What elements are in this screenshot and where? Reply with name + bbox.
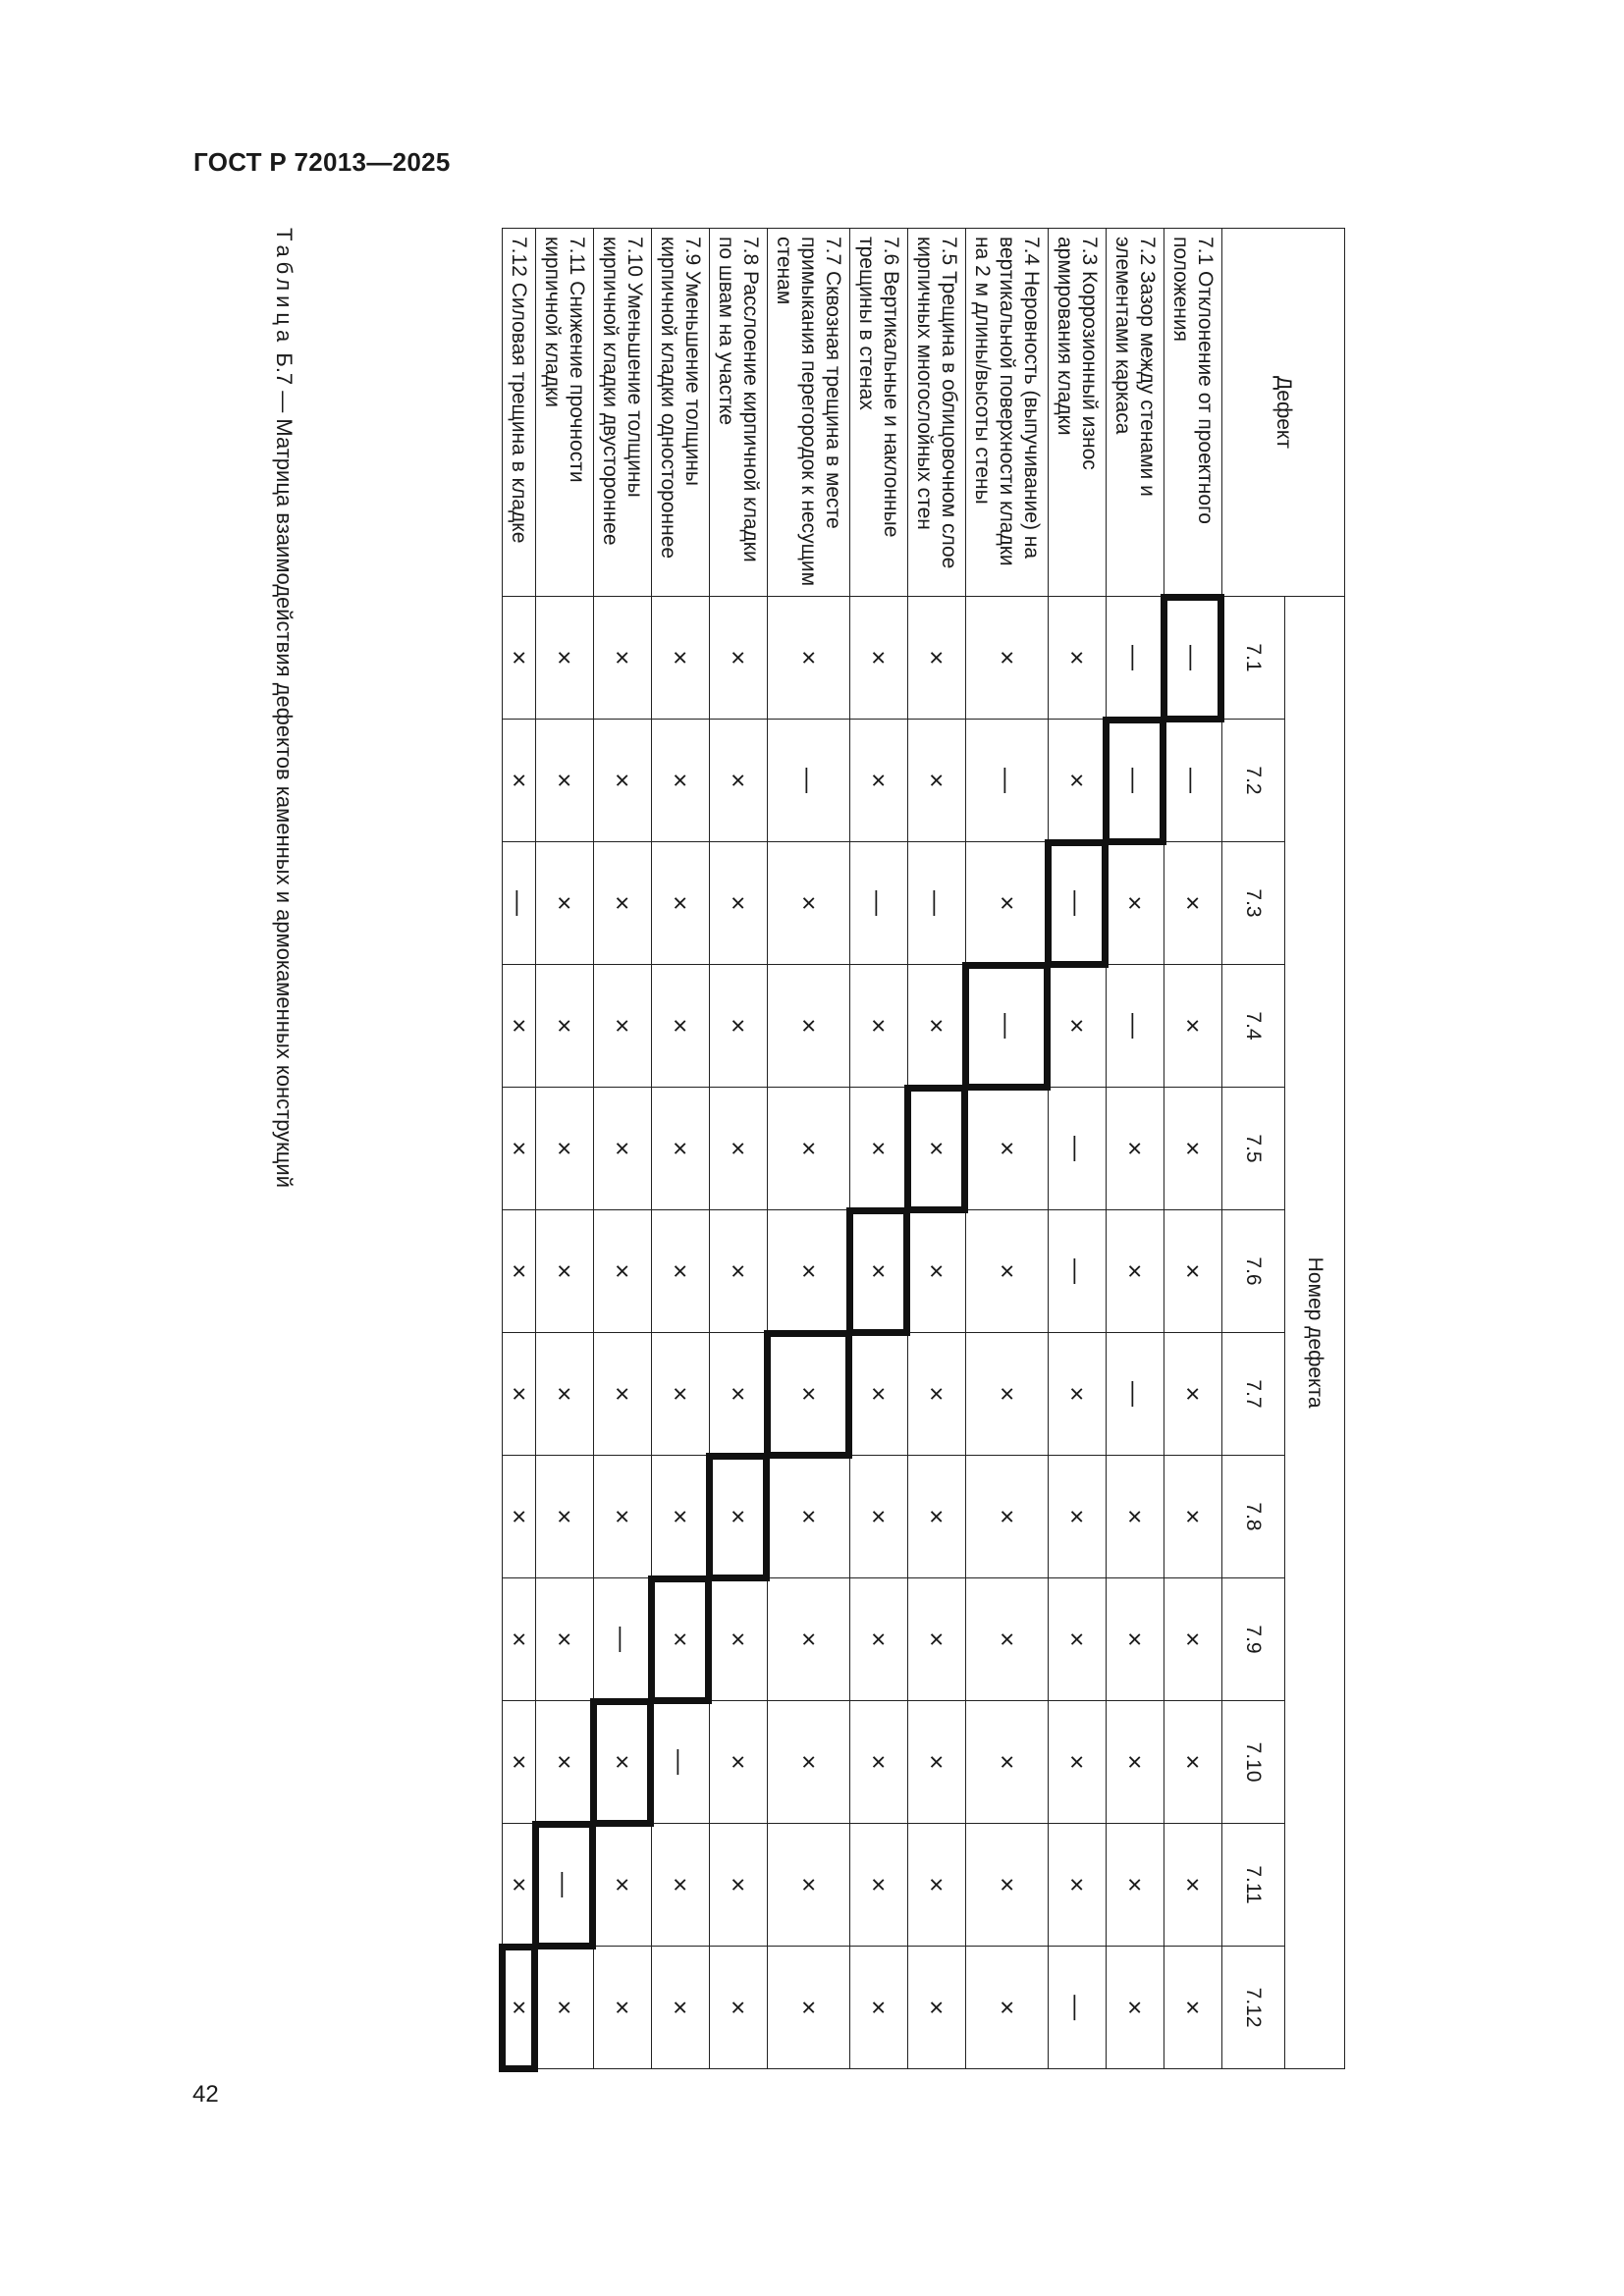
defect-interaction-matrix <box>502 228 1345 2069</box>
matrix-cell: × <box>1164 1088 1222 1210</box>
diagonal-cell: × <box>850 1210 908 1333</box>
row-label: 7.2 Зазор между стенами и элементами каркаса <box>1107 229 1164 597</box>
matrix-cell: × <box>966 597 1049 720</box>
diagonal-cell: × <box>908 1088 966 1210</box>
table-row <box>594 229 652 2069</box>
table-row <box>908 229 966 2069</box>
matrix-cell: × <box>1164 1824 1222 1947</box>
matrix-cell: × <box>1107 1824 1164 1947</box>
table-row <box>710 229 768 2069</box>
matrix-cell: × <box>850 1333 908 1456</box>
matrix-cell: × <box>768 1701 850 1824</box>
matrix-cell: × <box>908 1456 966 1578</box>
column-header: 7.3 <box>1222 842 1285 965</box>
matrix-cell: × <box>594 1456 652 1578</box>
matrix-cell: × <box>710 965 768 1088</box>
matrix-cell: × <box>536 965 594 1088</box>
matrix-cell: × <box>966 1578 1049 1701</box>
matrix-cell: × <box>536 1578 594 1701</box>
matrix-cell: × <box>536 720 594 842</box>
column-header: 7.6 <box>1222 1210 1285 1333</box>
diagonal-cell: — <box>966 965 1049 1088</box>
matrix-cell: × <box>966 1333 1049 1456</box>
matrix-cell: × <box>1049 1824 1107 1947</box>
matrix-cell: × <box>652 1947 710 2069</box>
matrix-cell: × <box>850 1088 908 1210</box>
column-header: 7.7 <box>1222 1333 1285 1456</box>
row-label: 7.8 Расслоение кирпичной кладки по швам на участке <box>710 229 768 597</box>
matrix-cell: × <box>503 1578 536 1701</box>
matrix-cell: × <box>966 1210 1049 1333</box>
matrix-cell: × <box>503 965 536 1088</box>
matrix-cell: × <box>594 965 652 1088</box>
table-row <box>1107 229 1164 2069</box>
matrix-cell: × <box>652 842 710 965</box>
matrix-cell: × <box>768 1456 850 1578</box>
matrix-cell: — <box>768 720 850 842</box>
matrix-cell: × <box>652 1210 710 1333</box>
matrix-body <box>503 229 1222 2069</box>
matrix-cell: × <box>710 1088 768 1210</box>
caption-text: Б.7 — Матрица взаимодействия дефектов каменных и армокаменных конструкций <box>272 347 297 1188</box>
matrix-cell: × <box>850 1824 908 1947</box>
column-header: 7.12 <box>1222 1947 1285 2069</box>
column-header: 7.8 <box>1222 1456 1285 1578</box>
matrix-cell: × <box>1107 842 1164 965</box>
matrix-cell: × <box>908 965 966 1088</box>
header-defect: Дефект <box>1222 229 1345 597</box>
matrix-cell: × <box>966 842 1049 965</box>
column-header: 7.9 <box>1222 1578 1285 1701</box>
matrix-cell: × <box>966 1701 1049 1824</box>
matrix-cell: × <box>536 1701 594 1824</box>
matrix-cell: — <box>1164 720 1222 842</box>
matrix-cell: × <box>652 1824 710 1947</box>
table-row <box>1049 229 1107 2069</box>
matrix-cell: × <box>503 1824 536 1947</box>
matrix-cell: × <box>710 842 768 965</box>
matrix-cell: × <box>1049 720 1107 842</box>
column-header: 7.5 <box>1222 1088 1285 1210</box>
matrix-cell: × <box>1107 1701 1164 1824</box>
matrix-cell: × <box>652 1456 710 1578</box>
table-row <box>768 229 850 2069</box>
matrix-cell: × <box>1164 1210 1222 1333</box>
matrix-cell: × <box>850 965 908 1088</box>
matrix-cell: — <box>652 1701 710 1824</box>
row-label: 7.6 Вертикальные и наклонные трещины в стенах <box>850 229 908 597</box>
matrix-cell: × <box>652 1333 710 1456</box>
matrix-cell: × <box>594 1824 652 1947</box>
table-row <box>850 229 908 2069</box>
diagonal-cell: — <box>1049 842 1107 965</box>
matrix-cell: × <box>594 842 652 965</box>
row-label: 7.12 Силовая трещина в кладке <box>503 229 536 597</box>
table-row <box>652 229 710 2069</box>
matrix-cell: × <box>594 1210 652 1333</box>
row-label: 7.9 Уменьшение толщины кирпичной кладки одностороннее <box>652 229 710 597</box>
column-header: 7.11 <box>1222 1824 1285 1947</box>
matrix-cell: — <box>1107 965 1164 1088</box>
diagonal-cell: — <box>1107 720 1164 842</box>
matrix-cell: — <box>1049 1947 1107 2069</box>
row-label: 7.5 Трещина в облицовочном слое кирпичных многослойных стен <box>908 229 966 597</box>
diagonal-cell: × <box>652 1578 710 1701</box>
row-label: 7.3 Коррозионный износ армирования кладки <box>1049 229 1107 597</box>
matrix-cell: × <box>768 1578 850 1701</box>
page-number: 42 <box>192 2081 219 2108</box>
table-row <box>536 229 594 2069</box>
matrix-cell: × <box>1107 1210 1164 1333</box>
matrix-cell: × <box>966 1088 1049 1210</box>
matrix-cell: × <box>768 1210 850 1333</box>
matrix-cell: × <box>908 720 966 842</box>
matrix-cell: × <box>536 597 594 720</box>
table-row <box>503 229 536 2069</box>
matrix-cell: × <box>710 1578 768 1701</box>
column-header: 7.10 <box>1222 1701 1285 1824</box>
column-header: 7.1 <box>1222 597 1285 720</box>
matrix-cell: × <box>710 1824 768 1947</box>
matrix-cell: × <box>1164 1333 1222 1456</box>
matrix-cell: × <box>594 1947 652 2069</box>
matrix-cell: × <box>503 1088 536 1210</box>
matrix-cell: × <box>1164 842 1222 965</box>
matrix-cell: × <box>850 597 908 720</box>
matrix-cell: × <box>908 1333 966 1456</box>
matrix-cell: × <box>768 842 850 965</box>
diagonal-cell: — <box>1164 597 1222 720</box>
matrix-cell: — <box>594 1578 652 1701</box>
matrix-cell: × <box>503 1456 536 1578</box>
matrix-cell: × <box>1107 1578 1164 1701</box>
column-header: 7.4 <box>1222 965 1285 1088</box>
table-row <box>1164 229 1222 2069</box>
matrix-cell: × <box>594 720 652 842</box>
matrix-cell: × <box>768 965 850 1088</box>
matrix-cell: × <box>536 842 594 965</box>
matrix-cell: × <box>710 1210 768 1333</box>
matrix-cell: × <box>710 720 768 842</box>
matrix-cell: × <box>594 1333 652 1456</box>
matrix-cell: × <box>503 720 536 842</box>
matrix-cell: × <box>908 1701 966 1824</box>
matrix-cell: × <box>594 597 652 720</box>
matrix-cell: × <box>768 1947 850 2069</box>
matrix-cell: × <box>768 1824 850 1947</box>
matrix-cell: × <box>1107 1456 1164 1578</box>
diagonal-cell: × <box>594 1701 652 1824</box>
matrix-cell: × <box>503 597 536 720</box>
matrix-cell: — <box>1107 1333 1164 1456</box>
document-header: ГОСТ Р 72013—2025 <box>193 147 451 177</box>
row-label: 7.7 Сквозная трещина в месте примыкания перегородок к несущим стенам <box>768 229 850 597</box>
diagonal-cell: × <box>710 1456 768 1578</box>
matrix-cell: × <box>1164 1701 1222 1824</box>
matrix-cell: × <box>908 1824 966 1947</box>
diagonal-cell: — <box>536 1824 594 1947</box>
matrix-cell: × <box>966 1947 1049 2069</box>
matrix-cell: × <box>1049 965 1107 1088</box>
matrix-cell: × <box>1164 1578 1222 1701</box>
matrix-cell: × <box>768 1088 850 1210</box>
matrix-cell: × <box>850 1456 908 1578</box>
matrix-cell: × <box>850 720 908 842</box>
matrix-cell: × <box>1107 1088 1164 1210</box>
row-label: 7.11 Снижение прочности кирпичной кладки <box>536 229 594 597</box>
matrix-cell: × <box>710 1333 768 1456</box>
matrix-cell: — <box>966 720 1049 842</box>
matrix-cell: × <box>908 1947 966 2069</box>
matrix-cell: × <box>652 597 710 720</box>
matrix-cell: — <box>1049 1210 1107 1333</box>
matrix-cell: × <box>908 1578 966 1701</box>
matrix-cell: × <box>908 597 966 720</box>
matrix-cell: × <box>908 1210 966 1333</box>
matrix-cell: × <box>710 1701 768 1824</box>
caption-prefix: Таблица <box>272 228 297 347</box>
matrix-cell: × <box>1049 597 1107 720</box>
rotated-table-block <box>236 228 1345 2068</box>
matrix-cell: × <box>503 1210 536 1333</box>
row-label: 7.4 Неровность (выпучивание) на вертикальной поверхности кладки на 2 м длины/высоты стены <box>966 229 1049 597</box>
matrix-cell: × <box>1107 1947 1164 2069</box>
matrix-cell: × <box>1049 1701 1107 1824</box>
matrix-cell: × <box>652 1088 710 1210</box>
matrix-cell: × <box>1049 1456 1107 1578</box>
header-defect-number: Номер дефекта <box>1285 597 1345 2069</box>
diagonal-cell: × <box>503 1947 536 2069</box>
matrix-cell: — <box>1049 1088 1107 1210</box>
table-row <box>966 229 1049 2069</box>
matrix-cell: — <box>850 842 908 965</box>
row-label: 7.10 Уменьшение толщины кирпичной кладки двустороннее <box>594 229 652 597</box>
matrix-cell: × <box>850 1578 908 1701</box>
matrix-cell: × <box>1049 1578 1107 1701</box>
matrix-cell: × <box>536 1210 594 1333</box>
matrix-cell: × <box>536 1947 594 2069</box>
matrix-cell: × <box>966 1456 1049 1578</box>
diagonal-cell: × <box>768 1333 850 1456</box>
matrix-cell: × <box>1164 1456 1222 1578</box>
table-caption <box>271 228 297 1188</box>
matrix-cell: × <box>503 1701 536 1824</box>
matrix-cell: × <box>652 965 710 1088</box>
matrix-cell: × <box>1049 1333 1107 1456</box>
column-header: 7.2 <box>1222 720 1285 842</box>
matrix-cell: × <box>536 1456 594 1578</box>
matrix-cell: × <box>503 1333 536 1456</box>
matrix-cell: × <box>1164 1947 1222 2069</box>
matrix-cell: × <box>850 1947 908 2069</box>
matrix-cell: × <box>710 1947 768 2069</box>
matrix-cell: × <box>594 1088 652 1210</box>
matrix-cell: — <box>1107 597 1164 720</box>
matrix-cell: × <box>966 1824 1049 1947</box>
matrix-cell: × <box>536 1333 594 1456</box>
matrix-cell: × <box>536 1088 594 1210</box>
matrix-cell: — <box>908 842 966 965</box>
matrix-cell: × <box>768 597 850 720</box>
matrix-cell: × <box>652 720 710 842</box>
matrix-cell: × <box>710 597 768 720</box>
matrix-cell: × <box>850 1701 908 1824</box>
row-label: 7.1 Отклонение от проектного положения <box>1164 229 1222 597</box>
matrix-cell: × <box>1164 965 1222 1088</box>
matrix-cell: — <box>503 842 536 965</box>
